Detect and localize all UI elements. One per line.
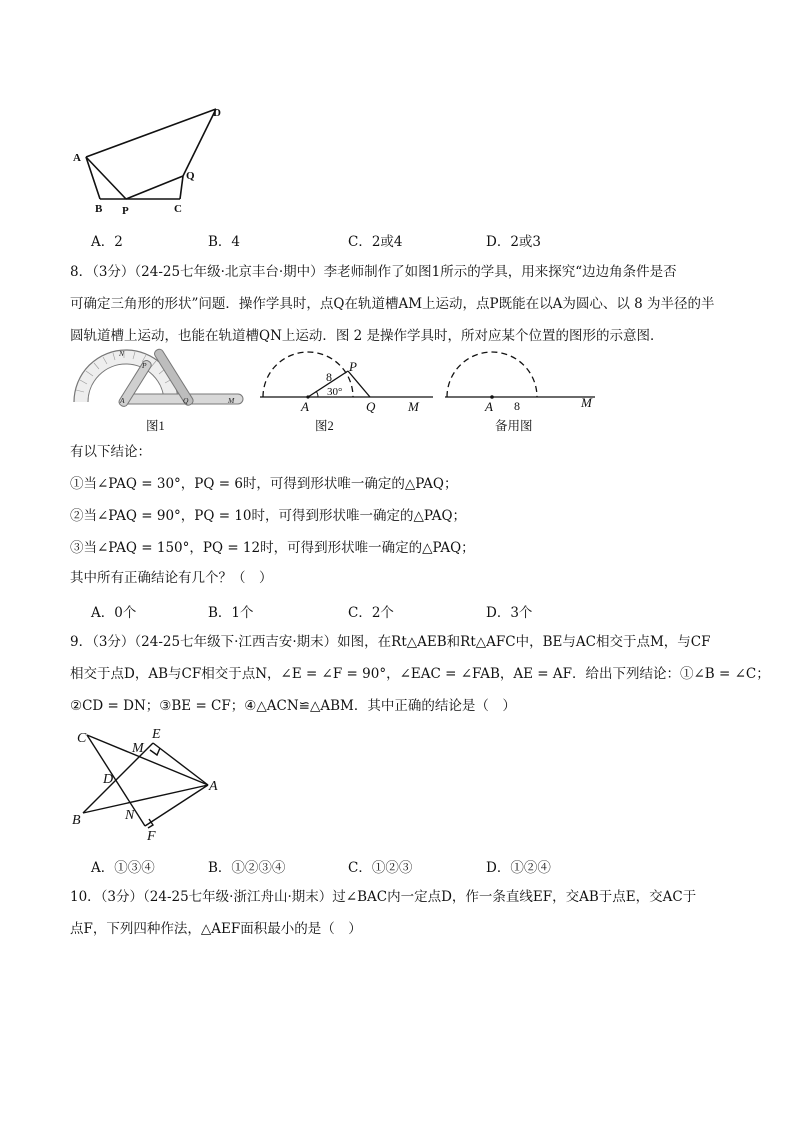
label-m: M bbox=[132, 741, 144, 756]
segment-ap bbox=[86, 157, 126, 199]
q9-figure bbox=[68, 722, 228, 847]
fig1-label-a: A bbox=[120, 396, 125, 405]
fig1-label-q: Q bbox=[183, 396, 189, 405]
q9-option-a[interactable]: A．①③④ bbox=[91, 860, 155, 876]
label-c: C bbox=[174, 203, 182, 215]
q7-option-b[interactable]: B．4 bbox=[208, 234, 241, 250]
q8-conclusion-3: ③当∠PAQ = 150°，PQ = 12时，可得到形状唯一确定的△PAQ； bbox=[70, 540, 475, 556]
q9-option-c[interactable]: C．①②③ bbox=[348, 860, 413, 876]
fig2-length-8: 8 bbox=[326, 370, 332, 384]
q10-stem-line2: 点F，下列四种作法，△AEF面积最小的是（ ） bbox=[70, 921, 362, 937]
fig2-label-p: P bbox=[349, 359, 357, 374]
label-f: F bbox=[147, 829, 156, 844]
q8-option-b[interactable]: B．1个 bbox=[208, 605, 254, 621]
segment-fa bbox=[145, 785, 208, 826]
segment-pq bbox=[126, 176, 183, 199]
q8-option-d[interactable]: D．3个 bbox=[486, 605, 533, 621]
q8-stem-line1: 8．（3分）（24-25七年级·北京丰台·期中）李老师制作了如图1所示的学具，用来探究“边边角条件是否 bbox=[70, 264, 677, 280]
label-a: A bbox=[73, 152, 81, 164]
fig1-label-m: M bbox=[228, 396, 235, 405]
q9-stem-line3: ②CD = DN；③BE = CF；④△ACN≌△ABM．其中正确的结论是（ ） bbox=[70, 698, 516, 714]
fig3-label-a: A bbox=[485, 399, 493, 414]
right-angle-e bbox=[150, 748, 160, 755]
segment-ea bbox=[153, 743, 208, 785]
label-a: A bbox=[209, 779, 218, 794]
q7-figure bbox=[70, 100, 230, 220]
label-d: D bbox=[103, 772, 114, 787]
q9-stem-line1: 9．（3分）（24-25七年级下·江西吉安·期末）如图，在Rt△AEB和Rt△AFC中，BE与AC相交于点M，与CF bbox=[70, 634, 711, 650]
fig2-label-a: A bbox=[301, 399, 309, 414]
q8-conclusion-1: ①当∠PAQ = 30°，PQ = 6时，可得到形状唯一确定的△PAQ； bbox=[70, 476, 458, 492]
label-p: P bbox=[122, 205, 129, 217]
label-b: B bbox=[72, 813, 81, 828]
fig2-label-m: M bbox=[408, 399, 419, 414]
label-e: E bbox=[152, 727, 161, 742]
fig3-label-m: M bbox=[581, 395, 592, 410]
fig2-angle-arc bbox=[316, 391, 318, 397]
q8-figure-spare bbox=[440, 344, 610, 434]
label-b: B bbox=[95, 203, 103, 215]
label-d: D bbox=[213, 107, 221, 119]
q9-stem-line2: 相交于点D，AB与CF相交于点N，∠E = ∠F = 90°，∠EAC = ∠FAB，AE = AF．给出下列结论：①∠B = ∠C； bbox=[70, 666, 770, 682]
q7-option-a[interactable]: A．2 bbox=[91, 234, 123, 250]
segment-cq bbox=[180, 176, 183, 199]
fig3-caption: 备用图 bbox=[495, 419, 533, 433]
q8-stem-line2: 可确定三角形的形状”问题．操作学具时，点Q在轨道槽AM上运动，点P既能在以A为圆心、以 8 为半径的半 bbox=[70, 296, 715, 312]
q8-stem-line3: 圆轨道槽上运动，也能在轨道槽QN上运动．图 2 是操作学具时，所对应某个位置的图形的示意图． bbox=[70, 328, 664, 344]
q7-option-d[interactable]: D．2或3 bbox=[486, 234, 542, 250]
q8-figure-2 bbox=[255, 344, 435, 434]
q9-option-b[interactable]: B．①②③④ bbox=[208, 860, 286, 876]
segment-ba bbox=[83, 785, 208, 813]
label-n: N bbox=[125, 808, 135, 823]
q8-figure-1 bbox=[66, 344, 246, 434]
q8-question: 其中所有正确结论有几个？（ ） bbox=[70, 570, 273, 586]
q9-option-d[interactable]: D．①②④ bbox=[486, 860, 551, 876]
fig1-label-n: N bbox=[119, 349, 125, 358]
label-c: C bbox=[77, 731, 87, 746]
q8-option-c[interactable]: C．2个 bbox=[348, 605, 394, 621]
q10-stem-line1: 10．（3分）（24-25七年级·浙江舟山·期末）过∠BAC内一定点D，作一条直线EF，交AB于点E，交AC于 bbox=[70, 889, 697, 905]
fig1-label-p: P bbox=[142, 361, 147, 370]
q8-conclusion-2: ②当∠PAQ = 90°，PQ = 10时，可得到形状唯一确定的△PAQ； bbox=[70, 508, 467, 524]
q8-option-a[interactable]: A．0个 bbox=[91, 605, 137, 621]
fig2-caption: 图2 bbox=[315, 419, 334, 433]
fig2-label-q: Q bbox=[366, 399, 376, 414]
q8-intro: 有以下结论： bbox=[70, 444, 151, 460]
fig2-angle-30: 30° bbox=[327, 386, 343, 398]
label-q: Q bbox=[186, 170, 195, 182]
fig1-caption: 图1 bbox=[146, 419, 165, 433]
fig2-segment-pq bbox=[348, 371, 370, 397]
q7-option-c[interactable]: C．2或4 bbox=[348, 234, 403, 250]
fig3-length-8: 8 bbox=[514, 399, 520, 413]
fig3-semicircle bbox=[447, 352, 537, 397]
